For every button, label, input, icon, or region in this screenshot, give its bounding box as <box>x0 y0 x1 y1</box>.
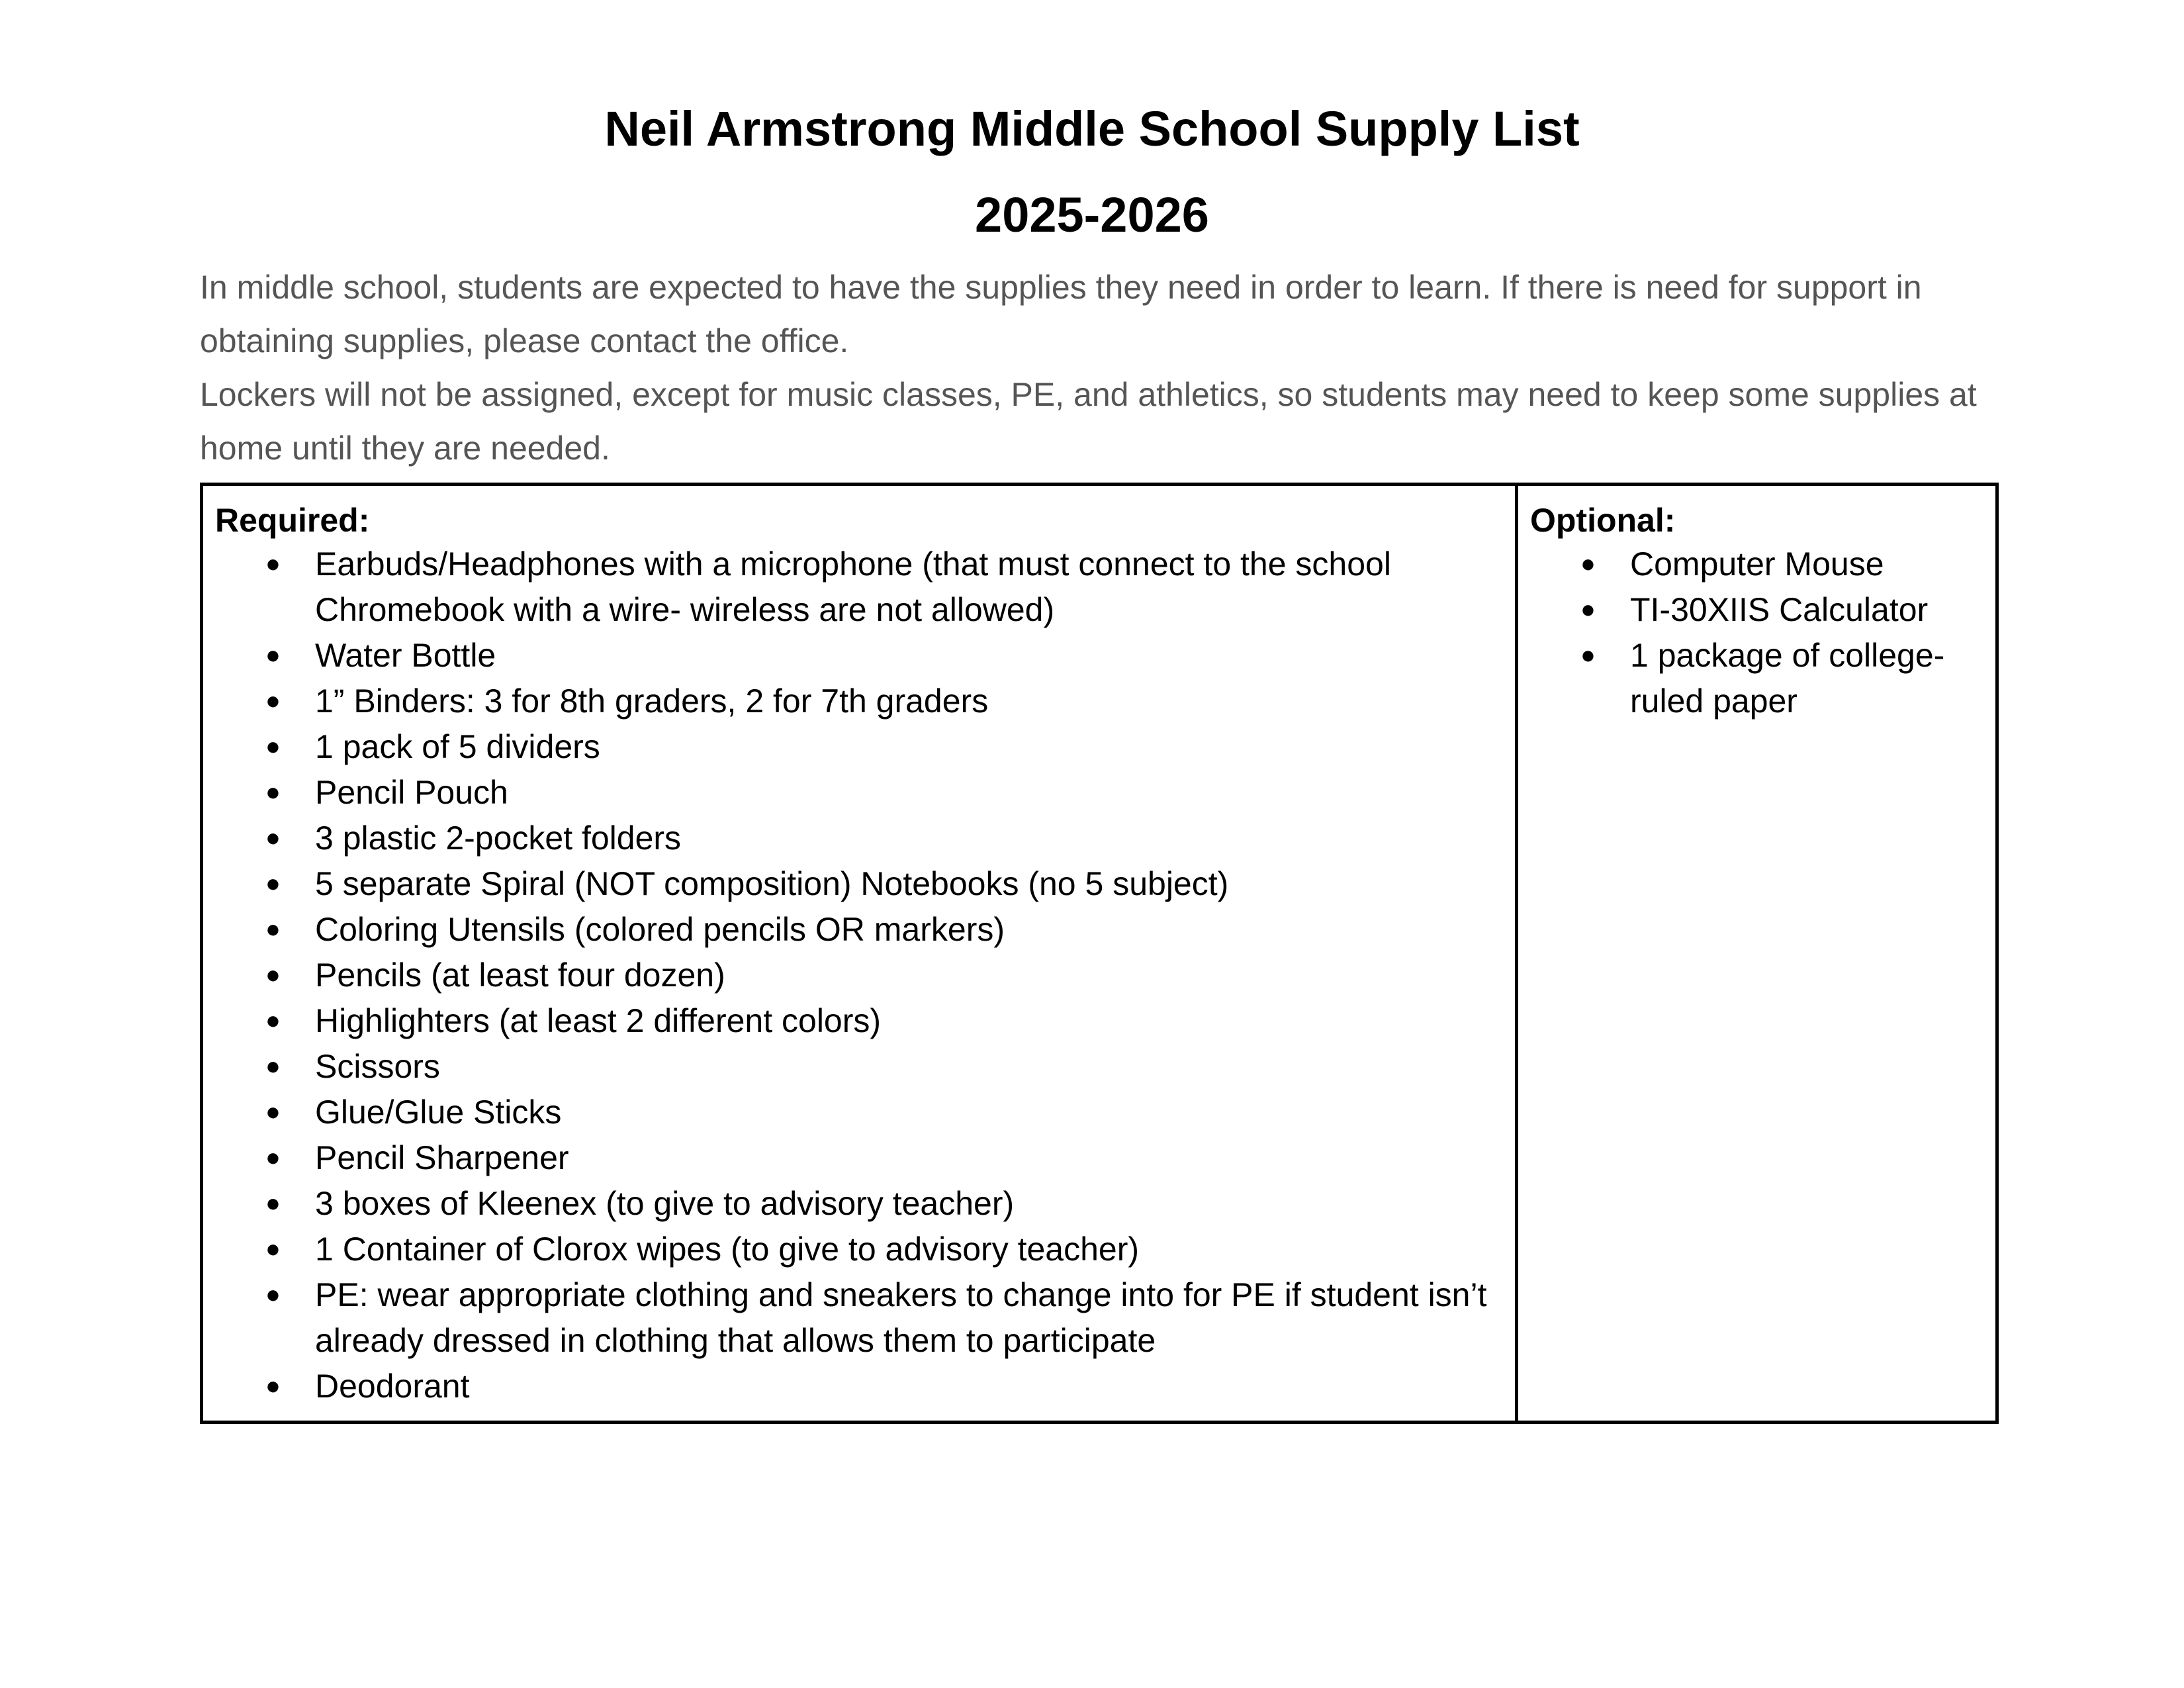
bullet-icon: ● <box>265 1190 281 1217</box>
list-item-text: Glue/Glue Sticks <box>315 1094 562 1131</box>
list-item <box>1530 541 1983 587</box>
list-item-text: Scissors <box>315 1048 440 1085</box>
list-item-text: Pencils (at least four dozen) <box>315 957 725 994</box>
list-item <box>215 953 1503 998</box>
intro-text: In middle school, students are expected to have the supplies they need in order to learn. If there is need for support in obtaining supplies, please contact the office. <box>200 269 1922 359</box>
list-item <box>215 1364 1503 1409</box>
document-title: Neil Armstrong Middle School Supply List <box>604 101 1580 156</box>
supply-table <box>200 483 1999 1424</box>
list-item-text: 3 boxes of Kleenex (to give to advisory teacher) <box>315 1185 1015 1222</box>
list-item <box>215 1044 1503 1090</box>
bullet-icon: ● <box>265 641 281 669</box>
school-year: 2025-2026 <box>975 187 1209 242</box>
bullet-icon: ● <box>265 961 281 989</box>
bullet-icon: ● <box>265 733 281 761</box>
list-item <box>215 1272 1503 1364</box>
list-item-text: 1” Binders: 3 for 8th graders, 2 for 7th graders <box>315 682 989 720</box>
list-item-text: PE: wear appropriate clothing and sneakers to change into for PE if student isn’t already dressed in clothing that allows them to participate <box>315 1276 1487 1359</box>
bullet-icon: ● <box>265 824 281 852</box>
list-item-text: Water Bottle <box>315 637 496 674</box>
list-item <box>215 816 1503 861</box>
list-item-text: 1 pack of 5 dividers <box>315 728 600 765</box>
list-item <box>215 861 1503 907</box>
intro-text: Lockers will not be assigned, except for music classes, PE, and athletics, so students may need to keep some supplies at home until they are needed. <box>200 376 1977 467</box>
list-item-text: Pencil Pouch <box>315 774 508 811</box>
list-item <box>1530 633 1983 724</box>
required-heading: Required: <box>215 502 370 539</box>
list-item-text: 3 plastic 2-pocket folders <box>315 820 682 857</box>
intro-lockers-paragraph <box>200 368 2000 475</box>
list-item <box>215 1181 1503 1227</box>
bullet-icon: ● <box>265 1281 281 1309</box>
required-cell <box>202 485 1517 1423</box>
list-item <box>1530 587 1983 633</box>
list-item-text: 1 package of college-ruled paper <box>1630 637 1945 720</box>
list-item <box>215 679 1503 724</box>
list-item-text: Highlighters (at least 2 different colors) <box>315 1002 882 1039</box>
bullet-icon: ● <box>265 870 281 898</box>
list-item-text: Computer Mouse <box>1630 545 1884 583</box>
list-item <box>215 1135 1503 1181</box>
bullet-icon: ● <box>265 1098 281 1126</box>
list-item <box>215 907 1503 953</box>
bullet-icon: ● <box>265 1235 281 1263</box>
bullet-icon: ● <box>1580 641 1596 669</box>
required-list <box>215 541 1503 1409</box>
optional-cell <box>1517 485 1997 1423</box>
supply-table-row <box>202 485 1997 1423</box>
bullet-icon: ● <box>265 1007 281 1035</box>
bullet-icon: ● <box>1580 596 1596 624</box>
list-item-text: Pencil Sharpener <box>315 1139 569 1176</box>
list-item-text: 5 separate Spiral (NOT composition) Notebooks (no 5 subject) <box>315 865 1229 902</box>
list-item-text: Deodorant <box>315 1368 470 1405</box>
bullet-icon: ● <box>265 550 281 578</box>
list-item <box>215 998 1503 1044</box>
bullet-icon: ● <box>1580 550 1596 578</box>
list-item-text: TI-30XIIS Calculator <box>1630 591 1929 628</box>
intro-support-paragraph <box>200 261 2000 368</box>
bullet-icon: ● <box>265 778 281 806</box>
list-item-text: Earbuds/Headphones with a microphone (that must connect to the school Chromebook with a wire- wireless are not allowed) <box>315 545 1391 628</box>
bullet-icon: ● <box>265 1372 281 1400</box>
list-item <box>215 724 1503 770</box>
list-item <box>215 770 1503 816</box>
bullet-icon: ● <box>265 687 281 715</box>
list-item <box>215 1227 1503 1272</box>
bullet-icon: ● <box>265 1144 281 1172</box>
list-item <box>215 1090 1503 1135</box>
optional-list <box>1530 541 1983 724</box>
list-item-text: 1 Container of Clorox wipes (to give to advisory teacher) <box>315 1231 1140 1268</box>
list-item-text: Coloring Utensils (colored pencils OR markers) <box>315 911 1005 948</box>
list-item <box>215 633 1503 679</box>
list-item <box>215 541 1503 633</box>
bullet-icon: ● <box>265 915 281 943</box>
optional-heading: Optional: <box>1530 502 1676 539</box>
bullet-icon: ● <box>265 1053 281 1080</box>
